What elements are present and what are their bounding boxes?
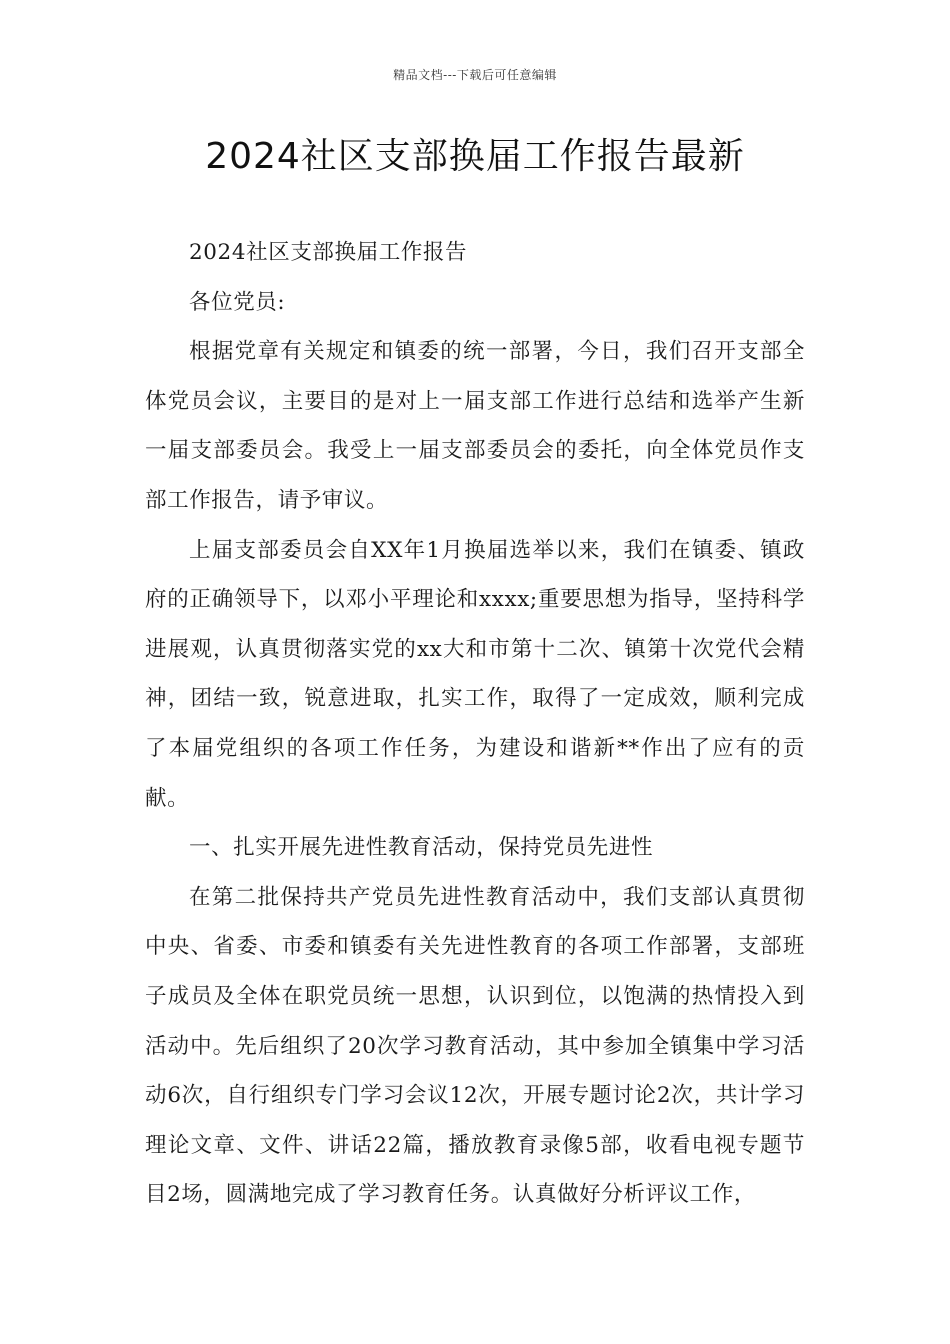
paragraph: 上届支部委员会自XX年1月换届选举以来，我们在镇委、镇政府的正确领导下，以邓小平理论和xxxx;重要思想为指导，坚持科学进展观，认真贯彻落实党的xx大和市第十二次、镇第十次党代会精神，团结一致，锐意进取，扎实工作，取得了一定成效，顺利完成了本届党组织的各项工作任务，为建设和谐新**作出了应有的贡献。 xyxy=(145,537,805,811)
section-heading: 一、扎实开展先进性教育活动，保持党员先进性 xyxy=(189,835,654,861)
salutation: 各位党员: xyxy=(189,289,286,315)
report-subtitle: 2024社区支部换届工作报告 xyxy=(189,240,468,265)
header-note: 精品文档---下载后可任意编辑 xyxy=(393,68,557,82)
paragraph: 在第二批保持共产党员先进性教育活动中，我们支部认真贯彻中央、省委、市委和镇委有关先进性教育的各项工作部署，支部班子成员及全体在职党员统一思想，认识到位，以饱满的热情投入到活动中。先后组织了20次学习教育活动，其中参加全镇集中学习活动6次，自行组织专门学习会议12次，开展专题讨论2次，共计学习理论文章、文件、讲话22篇，播放教育录像5部，收看电视专题节目2场，圆满地完成了学习教育任务。认真做好分析评议工作， xyxy=(145,884,805,1208)
paragraph: 根据党章有关规定和镇委的统一部署，今日，我们召开支部全体党员会议，主要目的是对上一届支部工作进行总结和选举产生新一届支部委员会。我受上一届支部委员会的委托，向全体党员作支部工作报告，请予审议。 xyxy=(145,339,805,513)
document-body xyxy=(145,228,805,1220)
document-title: 2024社区支部换届工作报告最新 xyxy=(205,136,745,177)
